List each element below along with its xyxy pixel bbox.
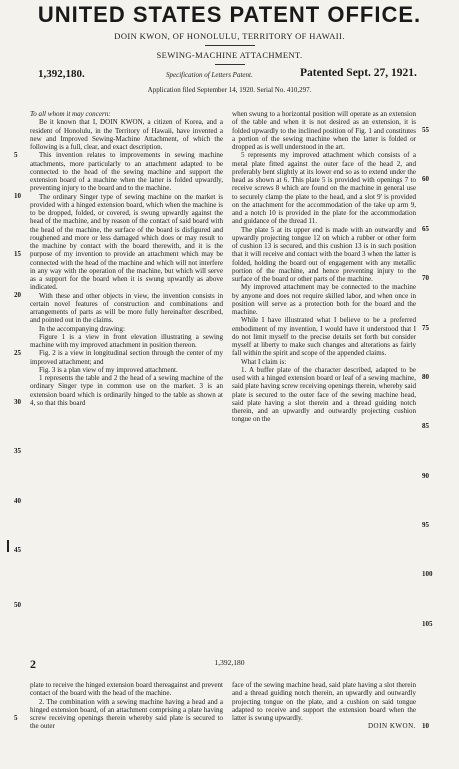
office-title: UNITED STATES PATENT OFFICE. [37,2,422,27]
signature: DOIN KWON. [367,722,416,731]
patent-number-footer: 1,392,180 [214,658,245,667]
text-column-left [30,110,223,407]
line-number: 10 [14,192,21,200]
patent-number: 1,392,180. [38,68,85,80]
divider [215,64,245,65]
paragraph: The ordinary Singer type of sewing machine on the market is provided with a hinged extension board, which when the machine is to be dropped, folded, or covered, is swung upwardly against the head of the machine, and by reason of the contact of said board with the head of the machine, the surface of the board is disfigured and roughened and more or less damaged which does or may result to the machine by contact with the board therewith, and it is the purpose of my invention to provide an attachment which may be connected with the head of the machine and which will not interfere in any way with the operation of the machine, but which will serve as a support for the board when it is swung upwardly as above indicated. [30,192,223,292]
margin-mark [7,540,9,552]
line-number: 20 [14,291,21,299]
line-number: 60 [422,175,429,183]
line-number: 55 [422,126,429,134]
line-number: 50 [14,601,21,609]
line-number: 10 [422,722,429,730]
claim-1: 1. A buffer plate of the character described, adapted to be used with a hinged extension board or leaf of a sewing machine, said plate having screw receiving openings therein, whereby said plate is secured to the outer face of the sewing machine head, said plate having a slot therein and a thread guiding notch therein, and an upwardly and outwardly projecting cushion tongue on the [232,365,416,424]
line-number: 5 [14,714,18,722]
line-number: 35 [14,447,21,455]
line-number: 25 [14,349,21,357]
paragraph: While I have illustrated what I believe to be a preferred embodiment of my invention, I would have it understood that I do not limit myself to the precise details set forth but consider myself at liberty to make such changes and alterations as fairly fall within the spirit and scope of the appended claims. [232,316,416,358]
line-number: 65 [422,225,429,233]
claim-2-cont: face of the sewing machine head, said plate having a slot therein and a thread guiding notch therein, an upwardly and outwardly projecting tongue on the plate, and a cushion on said tongue adapted to receive and support the extension board when the latter is swung upwardly. [232,681,416,722]
line-number: 75 [422,324,429,332]
claim-1-cont: plate to receive the hinged extension board thereagainst and prevent contact of the board with the head of the machine. [30,681,223,698]
line-number: 105 [422,620,433,628]
claim-2: 2. The combination with a sewing machine having a head and a hinged extension board, of an attachment comprising a plate having screw receiving openings therein whereby said plate is secured to the outer [30,697,223,731]
paragraph: Fig. 3 is a plan view of my improved attachment. [39,365,178,374]
paragraph: Be it known that I, DOIN KWON, a citizen of Korea, and a resident of Honolulu, in the Territory of Hawaii, have invented a new and Improved Sewing-Machine Attachment, of which the following is a full, clear, and exact description. [30,118,223,151]
page-number: 2 [30,657,36,671]
line-number: 30 [14,398,21,406]
paragraph: This invention relates to improvements in sewing machine attachments, more particularly to an attachment adapted to be connected to the head of the sewing machine and support the extension board of a machine when the latter is folded upwardly, preventing injury to the board and to the machine. [30,151,223,193]
patented-date: Patented Sept. 27, 1921. [300,67,417,79]
application-line: Application filed September 14, 1920. Serial No. 410,297. [147,86,312,94]
paragraph: Fig. 2 is a view in longitudinal section through the center of my improved attachment; and [30,349,223,366]
divider [205,45,255,46]
line-number: 45 [14,546,21,554]
line-number: 5 [14,151,18,159]
line-number: 80 [422,373,429,381]
inventor-line: DOIN KWON, OF HONOLULU, TERRITORY OF HAWAII. [114,31,345,41]
paragraph: when swung to a horizontal position will operate as an extension of the table and when it is not desired as an extension, it is folded upwardly to the inclined position of Fig. 1 and constitutes a portion of the sewing machine when the latter is folded or dropped as is well understood in the art. [232,110,416,151]
line-number: 95 [422,521,429,529]
paragraph: In the accompanying drawing: [39,324,125,333]
text-column-right [232,110,416,424]
salutation: To all whom it may concern: [30,110,111,118]
line-number: 70 [422,274,429,282]
paragraph: The plate 5 at its upper end is made with an outwardly and upwardly projecting tongue 12 on which a rubber or other form of cushion 13 is secured, and this cushion 13 is in such position that it will receive and contact with the board 3 when the latter is folded, holding the board out of engagement with any metallic portion of the machine, and hence preventing injury to the surface of the board or other parts of the machine. [232,225,416,283]
line-number: 100 [422,570,433,578]
paragraph: Figure 1 is a view in front elevation illustrating a sewing machine with my improved attachment in position thereon. [30,332,223,349]
line-number: 40 [14,497,21,505]
text-column-left-page2 [30,681,223,731]
text-column-right-page2 [232,681,416,731]
line-number: 90 [422,472,429,480]
spec-label: Specification of Letters Patent. [166,71,253,79]
claims-intro: What I claim is: [241,357,287,366]
line-number: 85 [422,422,429,430]
paragraph: 1 represents the table and 2 the head of a sewing machine of the ordinary Singer type in common use on the market. 3 is an extension board which is ordinarily hinged to the table as shown at 4, so that this board [30,374,223,407]
paragraph: 5 represents my improved attachment which consists of a metal plate fitted against the outer face of the head 2, and preferably bent slightly at its lower end so as to extend under the head as shown at 6. This plate 5 is provided with openings 7 to receive screws 8 which are found on the machine in general use to securely clamp the plate to the head, and a slot 9' is provided on the attachment for the accommodation of the take up arm 9, and a notch 10 is provided in the plate for the accommodation and guidance of the thread 11. [232,151,416,226]
paragraph: With these and other objects in view, the invention consists in certain novel features of construction and combinations and arrangements of parts as will be more fully hereinafter described, and pointed out in the claims. [30,291,223,325]
paragraph: My improved attachment may be connected to the machine by anyone and does not require skilled labor, and when once in position will serve as a protection both for the board and the machine. [232,283,416,316]
subject-title: SEWING-MACHINE ATTACHMENT. [156,50,303,60]
line-number: 15 [14,250,21,258]
